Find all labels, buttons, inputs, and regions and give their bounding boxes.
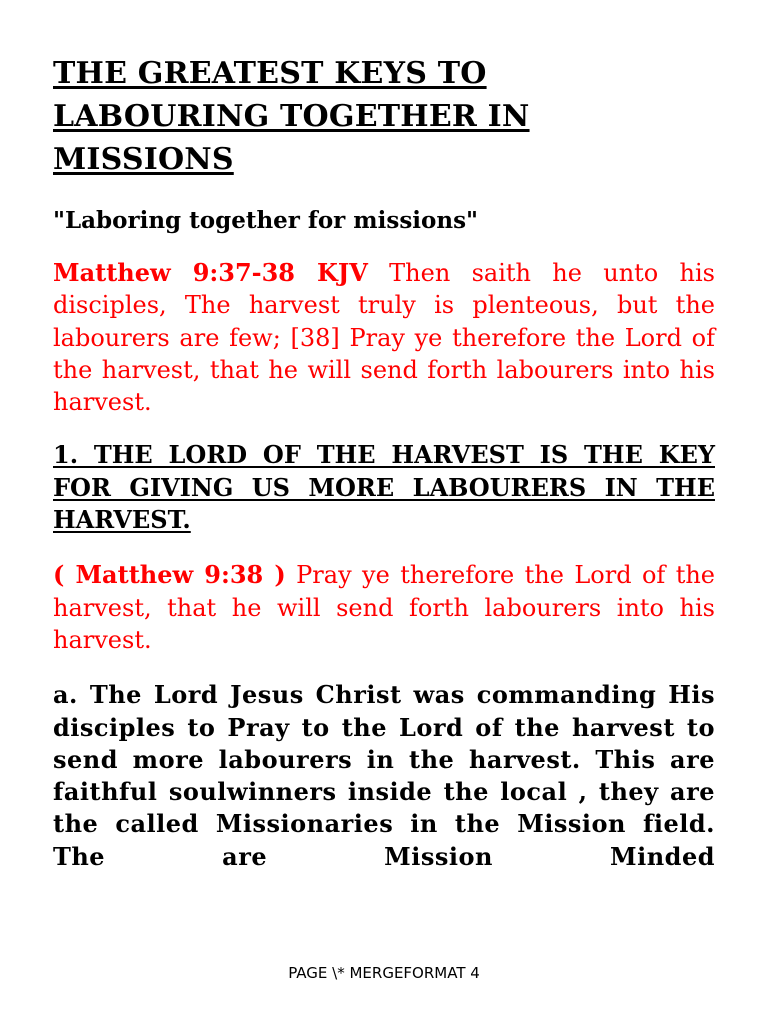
scripture-text: Then saith he unto his disciples, The harvest truly is plenteous, but the labourers are few; [38] Pray ye therefore the Lord of the harvest, that he will send forth labourers into his harvest. — [53, 259, 716, 417]
section-scripture — [53, 559, 715, 656]
page-footer: PAGE \* MERGEFORMAT 4 — [288, 964, 480, 982]
section-heading: 1. THE LORD OF THE HARVEST IS THE KEY FOR GIVING US MORE LABOURERS IN THE HARVEST. — [53, 440, 715, 535]
scripture-reference: Matthew 9:37-38 KJV — [53, 258, 368, 287]
section-scripture-reference: ( Matthew 9:38 ) — [53, 560, 286, 590]
section-point-a: a. The Lord Jesus Christ was commanding His disciples to Pray to the Lord of the harvest to send more labourers in the harvest. This are faithful soulwinners inside the local , they are the called Missionaries in the Mission field. The are Mission Minded — [53, 680, 715, 871]
title-line: LABOURING TOGETHER IN — [53, 99, 530, 134]
section-scripture-text: Pray ye therefore the Lord of the harvest, that he will send forth labourers into his harvest. — [53, 561, 716, 654]
document-title — [53, 52, 715, 181]
document-page — [53, 52, 715, 873]
document-subtitle: "Laboring together for missions" — [53, 207, 478, 234]
title-line: MISSIONS — [53, 142, 234, 177]
scripture-passage — [53, 257, 715, 418]
title-line: THE GREATEST KEYS TO — [53, 56, 487, 91]
